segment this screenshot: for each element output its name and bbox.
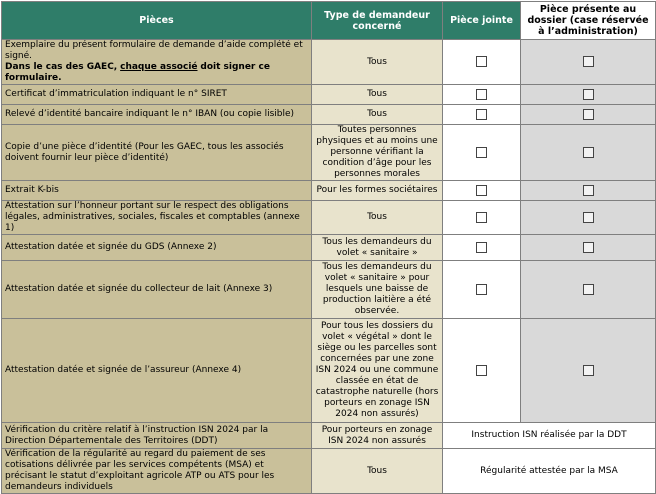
type-cell: Tous — [312, 40, 443, 85]
header-pieces: Pièces — [2, 2, 312, 40]
piece-cell: Extrait K-bis — [2, 181, 312, 201]
admin-checkbox[interactable] — [583, 109, 594, 120]
admin-checkbox[interactable] — [583, 284, 594, 295]
piece-cell: Vérification du critère relatif à l’instruction ISN 2024 par la Direction Départementale des Territoires (DDT) — [2, 423, 312, 449]
admin-cell — [521, 201, 656, 235]
piece-cell: Vérification de la régularité au regard du paiement de ses cotisations délivrée par les services compétents (MSA) et précisant le statut d’exploitant agricole ATP ou ATS pour les demandeurs individuels — [2, 449, 312, 494]
piece-emphasis: Dans le cas des GAEC, — [5, 62, 118, 72]
header-admin: Pièce présente au dossier (case réservée à l’administration) — [521, 2, 656, 40]
header-row — [2, 2, 656, 40]
table-row — [2, 235, 656, 261]
table-row — [2, 201, 656, 235]
admin-checkbox[interactable] — [583, 147, 594, 158]
piece-underlined: chaque associé — [120, 62, 198, 72]
piece-cell: Copie d’une pièce d’identité (Pour les GAEC, tous les associés doivent fournir leur pièce d’identité) — [2, 125, 312, 181]
admin-cell — [521, 105, 656, 125]
joint-cell — [443, 40, 521, 85]
merged-status-cell: Régularité attestée par la MSA — [443, 449, 656, 494]
admin-checkbox[interactable] — [583, 242, 594, 253]
type-cell: Pour tous les dossiers du volet « végétal » dont le siège ou les parcelles sont concernées par une zone ISN 2024 ou une commune classée en état de catastrophe naturelle (hors porteurs en zonage ISN 2024 non assurés) — [312, 319, 443, 423]
piece-jointe-checkbox[interactable] — [476, 56, 487, 67]
type-cell: Pour les formes sociétaires — [312, 181, 443, 201]
header-joint: Pièce jointe — [443, 2, 521, 40]
piece-cell: Attestation datée et signée du collecteur de lait (Annexe 3) — [2, 261, 312, 319]
piece-cell: Attestation sur l’honneur portant sur le respect des obligations légales, administratives, sociales, fiscales et comptables (annexe 1) — [2, 201, 312, 235]
admin-cell — [521, 319, 656, 423]
admin-checkbox[interactable] — [583, 56, 594, 67]
piece-cell: Relevé d’identité bancaire indiquant le n° IBAN (ou copie lisible) — [2, 105, 312, 125]
admin-cell — [521, 181, 656, 201]
piece-jointe-checkbox[interactable] — [476, 284, 487, 295]
joint-cell — [443, 125, 521, 181]
table-row — [2, 40, 656, 85]
piece-jointe-checkbox[interactable] — [476, 212, 487, 223]
type-cell: Pour porteurs en zonage ISN 2024 non assurés — [312, 423, 443, 449]
piece-text: Exemplaire du présent formulaire de demande d’aide complété et signé. — [5, 40, 303, 61]
table-row — [2, 319, 656, 423]
table-row — [2, 85, 656, 105]
piece-cell: Attestation datée et signée du GDS (Annexe 2) — [2, 235, 312, 261]
joint-cell — [443, 261, 521, 319]
admin-checkbox[interactable] — [583, 365, 594, 376]
type-cell: Tous — [312, 201, 443, 235]
piece-jointe-checkbox[interactable] — [476, 242, 487, 253]
piece-cell: Attestation datée et signée de l’assureur (Annexe 4) — [2, 319, 312, 423]
merged-status-cell: Instruction ISN réalisée par la DDT — [443, 423, 656, 449]
joint-cell — [443, 235, 521, 261]
piece-jointe-checkbox[interactable] — [476, 109, 487, 120]
table-row — [2, 181, 656, 201]
piece-cell: Certificat d’immatriculation indiquant le n° SIRET — [2, 85, 312, 105]
table-row — [2, 105, 656, 125]
piece-jointe-checkbox[interactable] — [476, 185, 487, 196]
piece-emphasis-end: doit signer ce formulaire. — [5, 62, 270, 83]
header-type: Type de demandeur concerné — [312, 2, 443, 40]
type-cell: Tous — [312, 449, 443, 494]
admin-cell — [521, 40, 656, 85]
joint-cell — [443, 201, 521, 235]
joint-cell — [443, 181, 521, 201]
type-cell: Toutes personnes physiques et au moins une personne vérifiant la condition d’âge pour les personnes morales — [312, 125, 443, 181]
table-row — [2, 125, 656, 181]
piece-jointe-checkbox[interactable] — [476, 89, 487, 100]
type-cell: Tous — [312, 105, 443, 125]
piece-cell — [2, 40, 312, 85]
admin-cell — [521, 85, 656, 105]
joint-cell — [443, 319, 521, 423]
admin-checkbox[interactable] — [583, 185, 594, 196]
admin-cell — [521, 125, 656, 181]
admin-cell — [521, 235, 656, 261]
pieces-table — [1, 1, 656, 494]
type-cell: Tous — [312, 85, 443, 105]
piece-jointe-checkbox[interactable] — [476, 147, 487, 158]
type-cell: Tous les demandeurs du volet « sanitaire » pour lesquels une baisse de production laitière a été observée. — [312, 261, 443, 319]
joint-cell — [443, 85, 521, 105]
piece-jointe-checkbox[interactable] — [476, 365, 487, 376]
table-row — [2, 261, 656, 319]
admin-checkbox[interactable] — [583, 89, 594, 100]
admin-checkbox[interactable] — [583, 212, 594, 223]
table-row — [2, 423, 656, 449]
joint-cell — [443, 105, 521, 125]
admin-cell — [521, 261, 656, 319]
table-row — [2, 449, 656, 494]
type-cell: Tous les demandeurs du volet « sanitaire » — [312, 235, 443, 261]
